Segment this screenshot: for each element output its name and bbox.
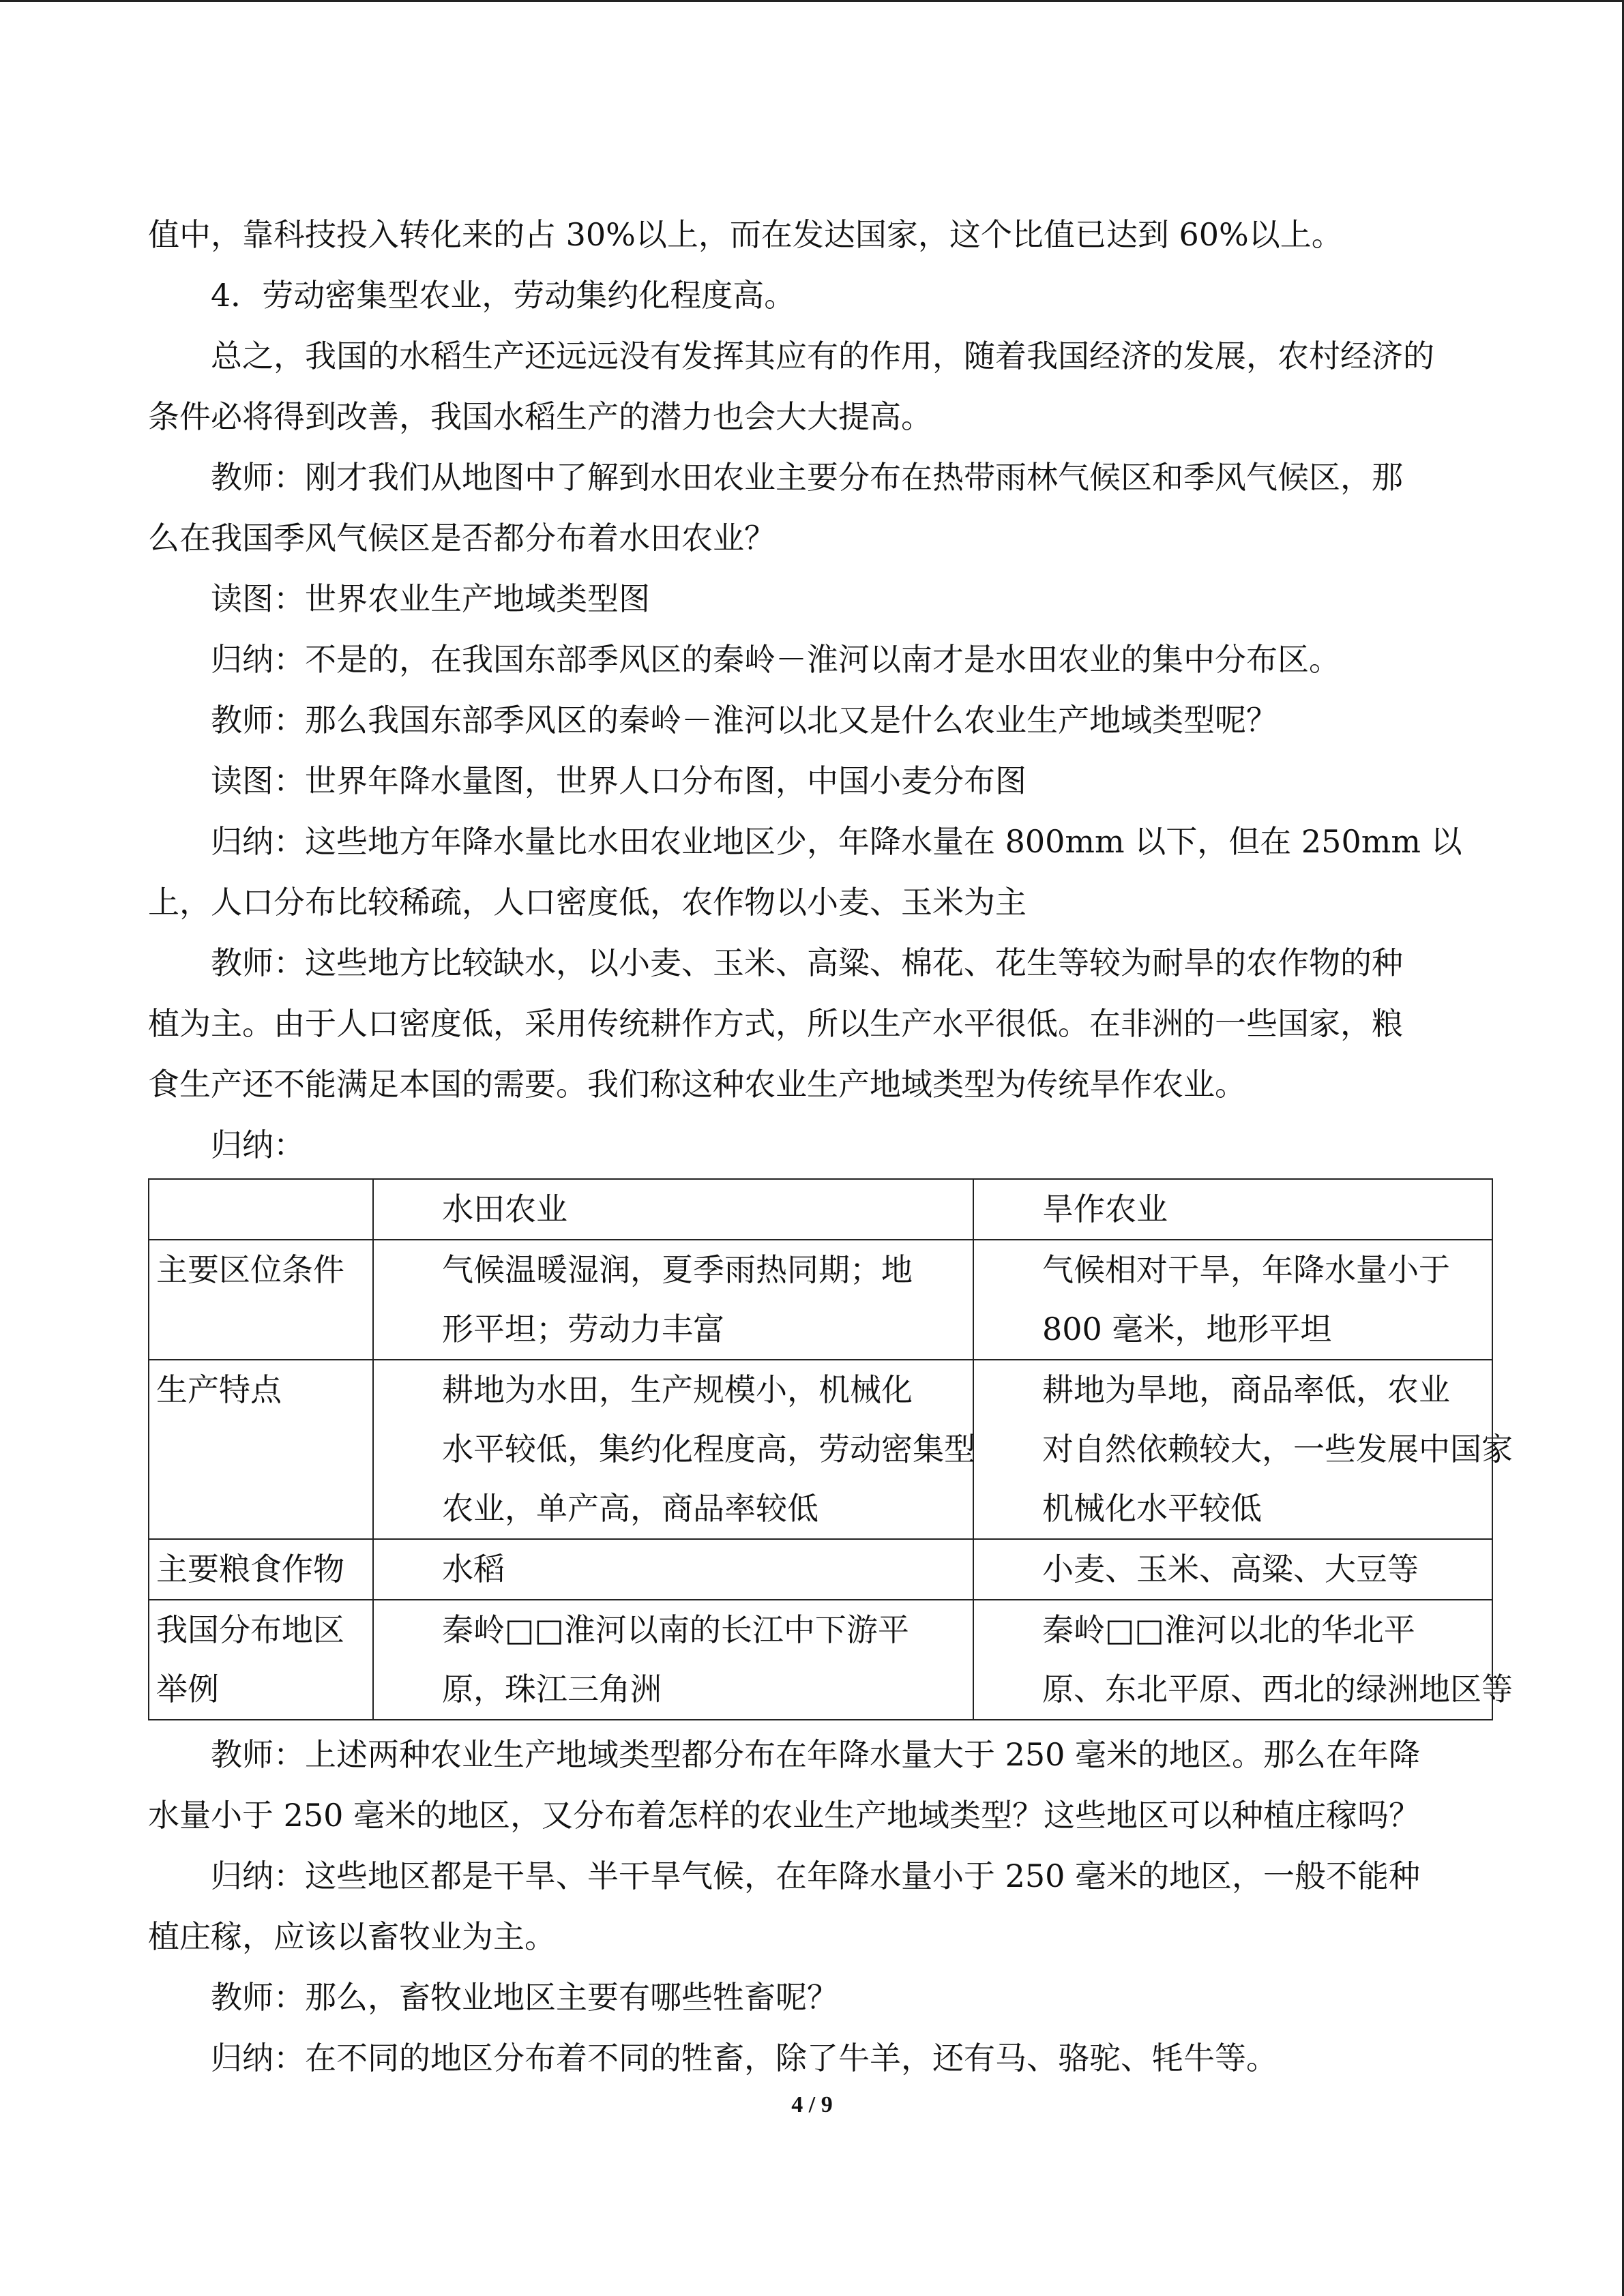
table-cell-line: 举例: [156, 1671, 219, 1708]
paragraph-group-top: [148, 205, 1492, 1176]
table-cell-label: [149, 1240, 373, 1360]
paragraph-line: 上，人口分布比较稀疏，人口密度低，农作物以小麦、玉米为主: [148, 884, 1027, 921]
table-cell-line: 气候相对干旱，年降水量小于: [1042, 1251, 1450, 1288]
table-cell-label: [149, 1360, 373, 1539]
table-cell-line: 原，珠江三角洲: [442, 1671, 662, 1708]
table-cell-line: 水平较低，集约化程度高，劳动密集型: [442, 1431, 975, 1467]
paragraph-line: 么在我国季风气候区是否都分布着水田农业？: [148, 520, 776, 556]
paragraph-line: 教师：这些地方比较缺水，以小麦、玉米、高粱、棉花、花生等较为耐旱的农作物的种: [211, 944, 1403, 981]
table-header-paddy: 水田农业: [373, 1179, 973, 1240]
table-cell-paddy: [373, 1360, 973, 1539]
table-cell-line: 小麦、玉米、高粱、大豆等: [1042, 1551, 1419, 1587]
table-cell-line: 机械化水平较低: [1042, 1490, 1262, 1527]
table-cell-label: [149, 1539, 373, 1600]
table-header-row: [149, 1179, 1492, 1240]
page-border-top: [0, 0, 1624, 2]
table-cell-label: [149, 1600, 373, 1720]
paragraph-line: 总之，我国的水稻生产还远远没有发挥其应有的作用，随着我国经济的发展，农村经济的: [211, 338, 1434, 374]
paragraph-line: 归纳：这些地区都是干旱、半干旱气候，在年降水量小于 250 毫米的地区，一般不能种: [211, 1858, 1421, 1894]
table-cell-line: 生产特点: [156, 1371, 282, 1408]
table-cell-line: 水稻: [442, 1551, 505, 1587]
paragraph-line: 条件必将得到改善，我国水稻生产的潜力也会大大提高。: [148, 398, 932, 435]
paragraph-line: 归纳：: [211, 1127, 305, 1163]
paragraph-line: 归纳：在不同的地区分布着不同的牲畜，除了牛羊，还有马、骆驼、牦牛等。: [211, 2040, 1278, 2076]
paragraph-line: 植为主。由于人口密度低，采用传统耕作方式，所以生产水平很低。在非洲的一些国家，粮: [148, 1005, 1403, 1042]
paragraph-line: 教师：那么，畜牧业地区主要有哪些牲畜呢？: [211, 1979, 838, 2016]
table-cell-dry: [973, 1240, 1492, 1360]
paragraph-line: 教师：刚才我们从地图中了解到水田农业主要分布在热带雨林气候区和季风气候区，那: [211, 459, 1403, 496]
table-cell-paddy: [373, 1600, 973, 1720]
paragraph-line: 读图：世界农业生产地域类型图: [211, 580, 650, 617]
table-row: [149, 1240, 1492, 1360]
table-cell-line: 主要粮食作物: [156, 1551, 344, 1587]
paragraph-line: 教师：上述两种农业生产地域类型都分布在年降水量大于 250 毫米的地区。那么在年降: [211, 1736, 1421, 1773]
table-header-corner: [149, 1179, 373, 1240]
table-row: [149, 1360, 1492, 1539]
paragraph-line: 植庄稼，应该以畜牧业为主。: [148, 1918, 556, 1955]
paragraph-line: 读图：世界年降水量图，世界人口分布图，中国小麦分布图: [211, 762, 1027, 799]
document-body: [148, 205, 1513, 2089]
table-row: [149, 1539, 1492, 1600]
table-cell-line: 对自然依赖较大，一些发展中国家: [1042, 1431, 1513, 1467]
paragraph-line: 值中，靠科技投入转化来的占 30%以上，而在发达国家，这个比值已达到 60%以上。: [148, 216, 1343, 253]
paragraph-line: 水量小于 250 毫米的地区，又分布着怎样的农业生产地域类型？这些地区可以种植庄稼吗？: [148, 1797, 1421, 1834]
table-cell-line: 秦岭□□淮河以南的长江中下游平: [442, 1611, 909, 1648]
table-cell-line: 农业，单产高，商品率较低: [442, 1490, 818, 1527]
table-cell-line: 气候温暖湿润，夏季雨热同期；地: [442, 1251, 913, 1288]
paragraph-line: 归纳：不是的，在我国东部季风区的秦岭－淮河以南才是水田农业的集中分布区。: [211, 641, 1340, 678]
paragraph-line: 4．劳动密集型农业，劳动集约化程度高。: [211, 277, 796, 314]
table-cell-line: 我国分布地区: [156, 1611, 344, 1648]
table-cell-line: 秦岭□□淮河以北的华北平: [1042, 1611, 1415, 1648]
table-cell-line: 耕地为水田，生产规模小，机械化: [442, 1371, 913, 1408]
paragraph-line: 食生产还不能满足本国的需要。我们称这种农业生产地域类型为传统旱作农业。: [148, 1066, 1246, 1103]
page-number: 4 / 9: [791, 2092, 833, 2117]
table-cell-line: 主要区位条件: [156, 1251, 344, 1288]
paragraph-line: 归纳：这些地方年降水量比水田农业地区少，年降水量在 800mm 以下，但在 250mm 以: [211, 823, 1462, 860]
paragraph-line: 教师：那么我国东部季风区的秦岭－淮河以北又是什么农业生产地域类型呢？: [211, 702, 1278, 739]
table-cell-line: 形平坦；劳动力丰富: [442, 1311, 724, 1347]
table-cell-paddy: [373, 1240, 973, 1360]
table-cell-line: 800 毫米，地形平坦: [1042, 1311, 1332, 1347]
table-cell-line: 原、东北平原、西北的绿洲地区等: [1042, 1671, 1513, 1708]
table-row: [149, 1600, 1492, 1720]
table-cell-dry: [973, 1539, 1492, 1600]
table-cell-line: 耕地为旱地，商品率低，农业: [1042, 1371, 1450, 1408]
table-cell-dry: [973, 1360, 1513, 1539]
paragraph-group-bottom: [148, 1725, 1492, 2089]
table-header-dry: 旱作农业: [973, 1179, 1492, 1240]
table-cell-paddy: [373, 1539, 973, 1600]
comparison-table: [148, 1178, 1513, 1720]
table-cell-dry: [973, 1600, 1513, 1720]
